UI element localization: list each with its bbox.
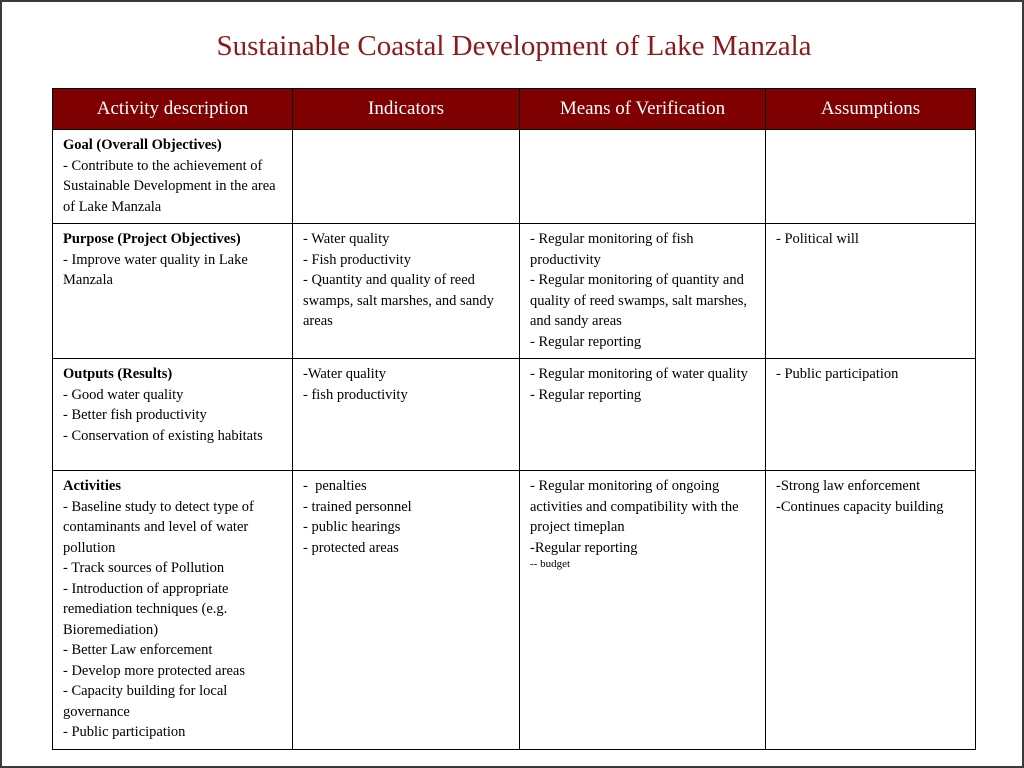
activity-line: - Public participation (63, 724, 186, 740)
row-title: Outputs (Results) (63, 366, 173, 382)
assumption-line: -Continues capacity building (776, 498, 944, 515)
activity-line: - Capacity building for local governance (63, 683, 228, 720)
cell-verification (520, 471, 766, 750)
slide-title: Sustainable Coastal Development of Lake Manzala (216, 30, 812, 62)
activity-line: - Baseline study to detect type of contaminants and level of water pollution (63, 498, 254, 556)
activity-line: - Better fish productivity (63, 407, 207, 423)
cell-indicators (293, 130, 520, 224)
verification-line: - Regular monitoring of water quality (530, 366, 748, 382)
verification-line: - Regular monitoring of ongoing activities and compatibility with the project timeplan (530, 478, 739, 535)
indicator-line: - Quantity and quality of reed swamps, salt marshes, and sandy areas (303, 272, 494, 329)
cell-indicators (293, 224, 520, 359)
indicator-line: - public hearings (303, 519, 401, 535)
table-row-purpose (53, 224, 976, 359)
cell-activity (53, 224, 293, 359)
activity-line: - Introduction of appropriate remediation techniques (e.g. Bioremediation) (63, 580, 229, 638)
cell-activity (53, 359, 293, 471)
verification-line-small: -- budget (530, 558, 571, 570)
table-row-outputs (53, 359, 976, 471)
assumption-line: -Strong law enforcement (776, 478, 921, 494)
header-means-of-verification: Means of Verification (520, 89, 766, 130)
row-title: Purpose (Project Objectives) (63, 231, 241, 247)
activity-line: - Develop more protected areas (63, 662, 245, 679)
indicator-line: -Water quality (303, 366, 386, 382)
activity-line: - Good water quality (63, 386, 184, 403)
indicator-line: - trained personnel (303, 498, 412, 515)
verification-line: - Regular monitoring of quantity and quality of reed swamps, salt marshes, and sandy areas (530, 272, 748, 329)
verification-line: -Regular reporting (530, 539, 638, 556)
cell-activity (53, 471, 293, 750)
cell-verification (520, 130, 766, 224)
verification-line: - Regular monitoring of fish productivity (530, 231, 694, 268)
table-row-activities (53, 471, 976, 750)
cell-assumptions (766, 130, 976, 224)
table-header-row (53, 89, 976, 130)
activity-line: - Improve water quality in Lake Manzala (63, 251, 248, 288)
header-assumptions: Assumptions (766, 89, 976, 130)
cell-activity (53, 130, 293, 224)
cell-indicators (293, 359, 520, 471)
activity-line: - Better Law enforcement (63, 642, 213, 658)
indicator-line: - Fish productivity (303, 251, 411, 268)
header-indicators: Indicators (293, 89, 520, 130)
indicator-line: - penalties (303, 478, 367, 494)
row-title: Activities (63, 478, 121, 494)
indicator-line: - fish productivity (303, 386, 408, 403)
cell-assumptions (766, 359, 976, 471)
activity-line: - Contribute to the achievement of Sustainable Development in the area of Lake Manzala (63, 157, 276, 215)
activity-line: - Track sources of Pollution (63, 560, 225, 576)
indicator-line: - protected areas (303, 539, 399, 556)
assumption-line: - Public participation (776, 366, 899, 382)
logframe-table (52, 88, 976, 750)
table-row-goal (53, 130, 976, 224)
cell-verification (520, 224, 766, 359)
cell-verification (520, 359, 766, 471)
indicator-line: - Water quality (303, 231, 390, 247)
cell-indicators (293, 471, 520, 750)
cell-assumptions (766, 471, 976, 750)
row-title: Goal (Overall Objectives) (63, 137, 222, 153)
activity-line: - Conservation of existing habitats (63, 427, 263, 444)
cell-assumptions (766, 224, 976, 359)
header-activity-description: Activity description (53, 89, 293, 130)
verification-line: - Regular reporting (530, 333, 642, 350)
verification-line: - Regular reporting (530, 386, 642, 403)
assumption-line: - Political will (776, 231, 859, 247)
